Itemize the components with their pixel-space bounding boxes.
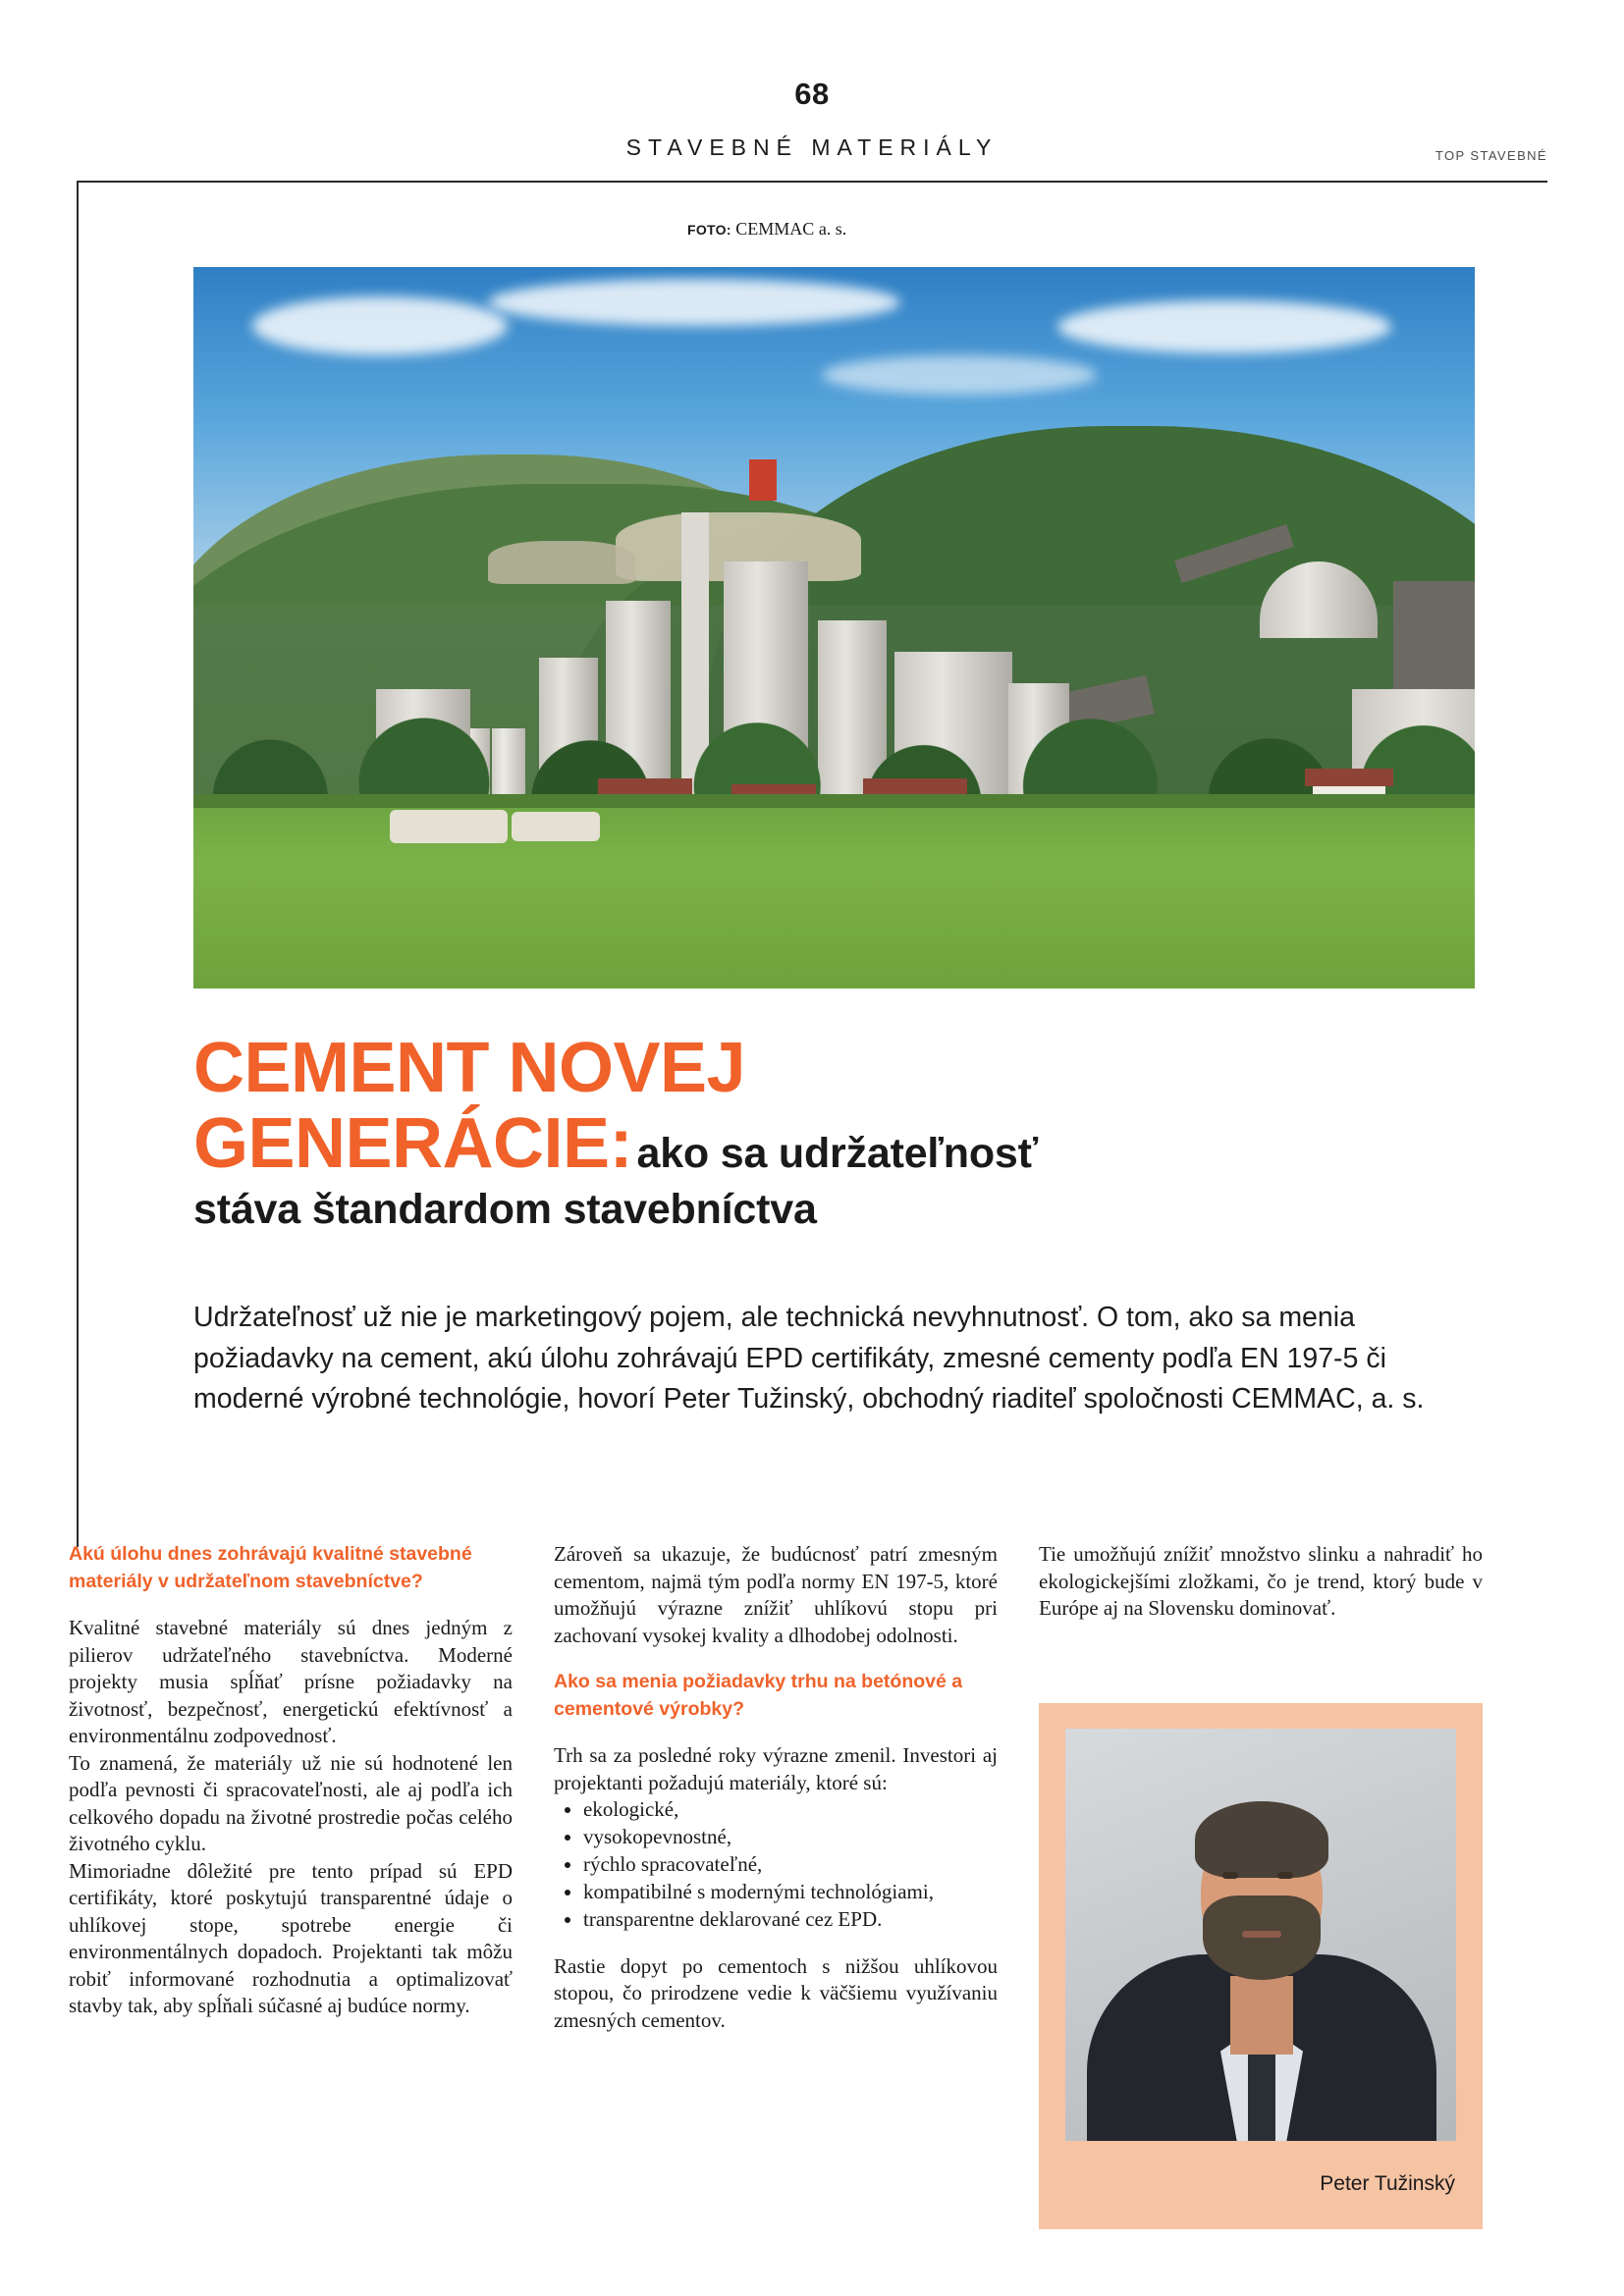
paragraph: Zároveň sa ukazuje, že budúcnosť patrí zmesným cementom, najmä tým podľa normy EN 197-5, ktoré umožňujú výrazne znížiť uhlíkovú stopu pri zachovaní vysokej kvality a dlhodobej odolnosti. — [554, 1542, 998, 1647]
tie — [1248, 2043, 1275, 2141]
headline-sub-line3: stáva štandardom stavebníctva — [193, 1185, 817, 1233]
article-headline — [193, 1029, 1460, 1233]
magazine-tag: TOP STAVEBNÉ — [1435, 148, 1547, 163]
headline-accent-line2: GENERÁCIE: — [193, 1104, 633, 1184]
cloud — [1057, 300, 1391, 353]
meadow — [193, 794, 1475, 988]
paragraph: Tie umožňujú znížiť množstvo slinku a nahradiť ho ekologickejšími zložkami, čo je trend, ktorý bude v Európe aj na Slovensku dominovať. — [1039, 1542, 1483, 1620]
header-divider — [77, 181, 1547, 183]
paragraph: Rastie dopyt po cementoch s nižšou uhlíkovou stopou, čo prirodzene vedie k väčšiemu využívaniu zmesných cementov. — [554, 1953, 998, 2032]
hair — [1195, 1801, 1328, 1878]
paragraph: Mimoriadne dôležité pre tento prípad sú EPD certifikáty, ktoré poskytujú transparentné údaje o uhlíkovej stope, spotrebe energie či environmentálnych dopadoch. Projektanti tak môžu robiť informované rozhodnutia a optimalizovať stavby tak, aby spĺňali súčasné aj budúce normy. — [69, 1858, 513, 2018]
question-2: Ako sa menia požiadavky trhu na betónové a cementové výrobky? — [554, 1671, 963, 1720]
photo-credit-value: CEMMAC a. s. — [735, 219, 847, 239]
plant-structure — [1393, 581, 1475, 699]
person-portrait-photo — [1065, 1729, 1456, 2141]
portrait-caption: Peter Tužinský — [1320, 2172, 1455, 2195]
headline-sub-line2: ako sa udržateľnosť — [636, 1130, 1039, 1178]
paragraph: To znamená, že materiály už nie sú hodnotené len podľa pevnosti či spracovateľnosti, ale aj podľa ich celkového dopadu na životné prostredie počas celého životného cyklu. — [69, 1750, 513, 1856]
list-item: • rýchlo spracovateľné, — [583, 1851, 998, 1879]
section-title: STAVEBNÉ MATERIÁLY — [625, 134, 999, 160]
paragraph: Kvalitné stavebné materiály sú dnes jedným z pilierov udržateľného stavebníctva. Moderné projekty musia spĺňať prísne požiadavky na životnosť, bezpečnosť, energetickú efektívnosť a environmentálnu zodpovednosť. — [69, 1616, 513, 1748]
photo-credit-label: FOTO: — [687, 222, 731, 238]
eye — [1222, 1872, 1238, 1879]
hay-bale — [390, 810, 508, 843]
page-number: 68 — [794, 77, 830, 111]
beard — [1203, 1896, 1321, 1980]
hay-bale — [512, 812, 600, 841]
paragraph: Trh sa za posledné roky výrazne zmenil. Investori aj projektanti požadujú materiály, ktoré sú: — [554, 1743, 998, 1794]
portrait-card — [1039, 1703, 1483, 2229]
list-item: • ekologické, — [583, 1796, 998, 1824]
column-1 — [69, 1541, 513, 2228]
cloud — [822, 355, 1097, 395]
brand-mark — [749, 459, 777, 501]
house-roof — [1305, 769, 1393, 786]
column-3 — [1039, 1541, 1483, 2228]
standfirst: Udržateľnosť už nie je marketingový pojem, ale technická nevyhnutnosť. O tom, ako sa menia požiadavky na cement, akú úlohu zohrávajú EPD certifikáty, zmesné cementy podľa EN 197-5 či moderné výrobné technológie, hovorí Peter Tužinský, obchodný riaditeľ spoločnosti CEMMAC, a. s. — [193, 1302, 1425, 1415]
eye — [1277, 1872, 1293, 1879]
cloud — [488, 279, 900, 326]
photo-credit — [687, 219, 846, 240]
list-item: • transparentne deklarované cez EPD. — [583, 1906, 998, 1934]
cloud — [252, 296, 508, 355]
left-vertical-divider — [77, 183, 79, 1547]
quarry — [488, 541, 635, 584]
list-item: • kompatibilné s modernými technológiami, — [583, 1879, 998, 1906]
column-2 — [554, 1541, 998, 2228]
mouth — [1242, 1931, 1281, 1938]
neck — [1230, 1976, 1293, 2055]
requirements-list — [554, 1796, 998, 1934]
cement-plant-photo — [193, 267, 1475, 988]
question-1: Akú úlohu dnes zohrávajú kvalitné stavebné materiály v udržateľnom stavebníctve? — [69, 1543, 472, 1592]
body-columns — [69, 1541, 1555, 2228]
headline-accent-line1: CEMENT NOVEJ — [193, 1029, 746, 1107]
list-item: • vysokopevnostné, — [583, 1824, 998, 1851]
